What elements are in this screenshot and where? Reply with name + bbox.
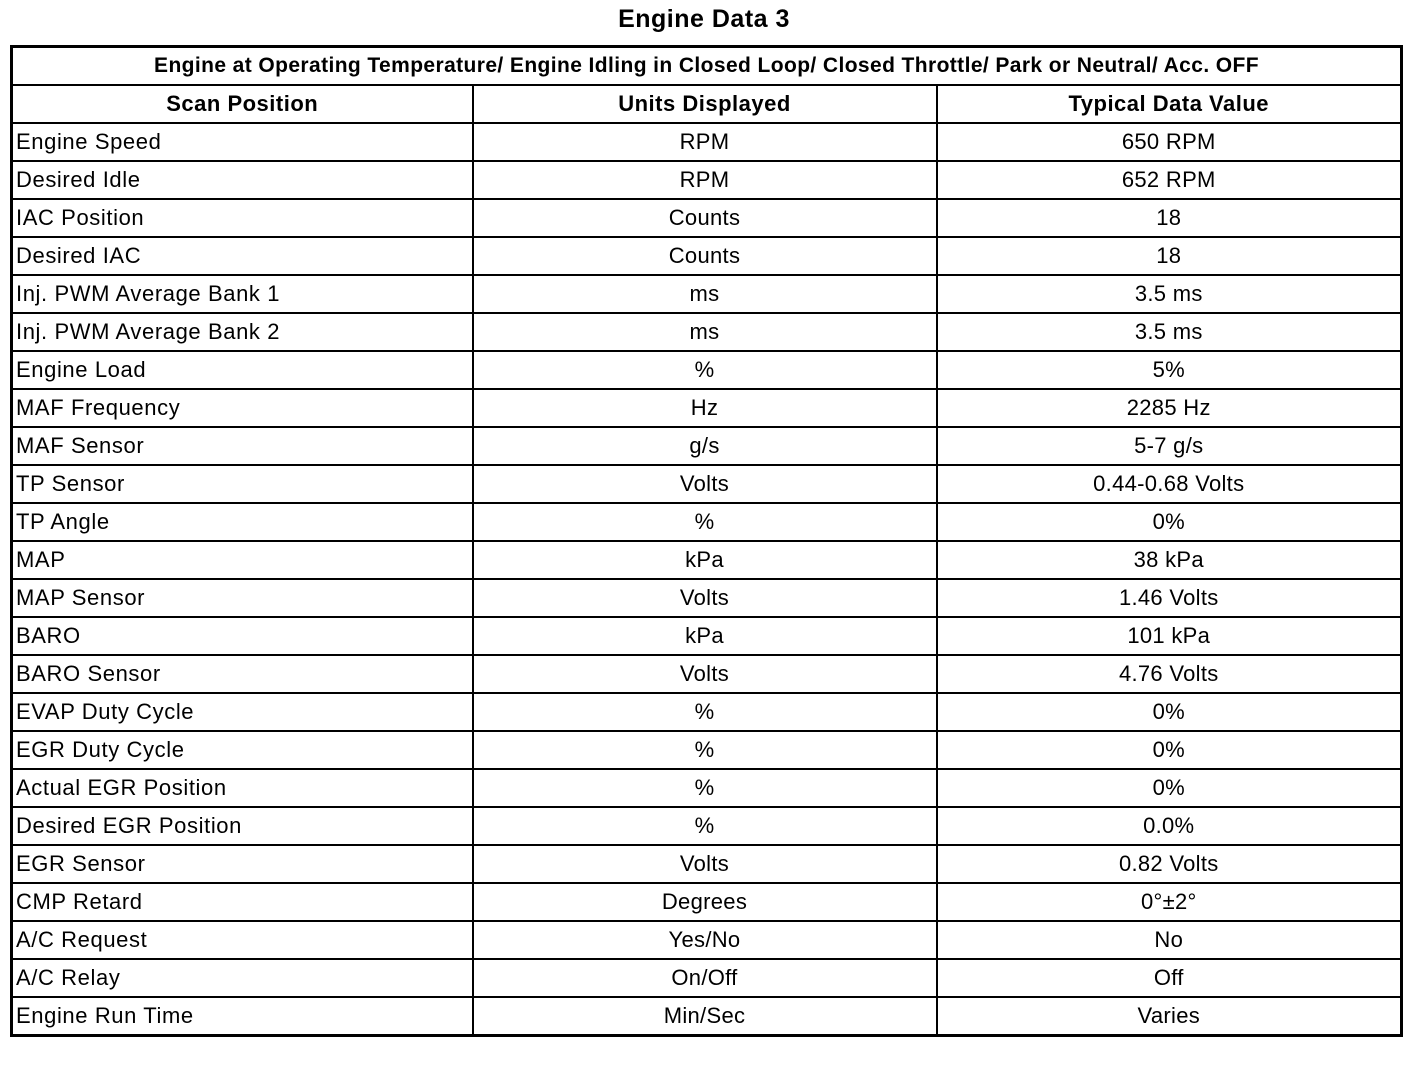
scan-position-cell: Inj. PWM Average Bank 2	[12, 313, 473, 351]
units-displayed-cell: %	[473, 807, 937, 845]
table-row	[12, 237, 1402, 275]
table-row	[12, 617, 1402, 655]
units-displayed-cell: Volts	[473, 845, 937, 883]
table-row	[12, 845, 1402, 883]
scan-position-cell: Engine Speed	[12, 123, 473, 161]
typical-value-cell: No	[937, 921, 1402, 959]
scan-position-cell: Desired Idle	[12, 161, 473, 199]
header-row	[12, 85, 1402, 123]
scan-position-cell: Engine Run Time	[12, 997, 473, 1036]
typical-value-cell: 0%	[937, 731, 1402, 769]
typical-value-cell: 652 RPM	[937, 161, 1402, 199]
page-title: Engine Data 3	[618, 5, 790, 33]
typical-value-cell: 18	[937, 199, 1402, 237]
table-row	[12, 275, 1402, 313]
units-displayed-cell: %	[473, 769, 937, 807]
table-row	[12, 465, 1402, 503]
table-row	[12, 427, 1402, 465]
operating-condition: Engine at Operating Temperature/ Engine Idling in Closed Loop/ Closed Throttle/ Park or Neutral/ Acc. OFF	[12, 47, 1402, 86]
scan-position-cell: A/C Request	[12, 921, 473, 959]
units-displayed-cell: Yes/No	[473, 921, 937, 959]
typical-value-cell: 0%	[937, 503, 1402, 541]
table-row	[12, 921, 1402, 959]
engine-data-table	[10, 45, 1403, 1037]
table-row	[12, 655, 1402, 693]
units-displayed-cell: Volts	[473, 579, 937, 617]
scan-position-cell: EGR Duty Cycle	[12, 731, 473, 769]
table-row	[12, 161, 1402, 199]
typical-value-cell: 18	[937, 237, 1402, 275]
scan-position-cell: Desired EGR Position	[12, 807, 473, 845]
scan-position-cell: TP Angle	[12, 503, 473, 541]
scan-position-cell: MAF Frequency	[12, 389, 473, 427]
table-row	[12, 579, 1402, 617]
units-displayed-cell: kPa	[473, 541, 937, 579]
table-row	[12, 541, 1402, 579]
units-displayed-cell: RPM	[473, 161, 937, 199]
units-displayed-cell: Volts	[473, 655, 937, 693]
typical-value-cell: 0°±2°	[937, 883, 1402, 921]
scan-position-cell: Actual EGR Position	[12, 769, 473, 807]
typical-value-cell: 0.0%	[937, 807, 1402, 845]
typical-value-cell: 101 kPa	[937, 617, 1402, 655]
units-displayed-cell: %	[473, 693, 937, 731]
table-row	[12, 123, 1402, 161]
table-row	[12, 731, 1402, 769]
units-displayed-cell: ms	[473, 313, 937, 351]
scan-position-cell: A/C Relay	[12, 959, 473, 997]
units-displayed-cell: Min/Sec	[473, 997, 937, 1036]
table-row	[12, 351, 1402, 389]
column-header-typical-data-value: Typical Data Value	[937, 85, 1402, 123]
condition-row	[12, 47, 1402, 86]
column-header-units-displayed: Units Displayed	[473, 85, 937, 123]
table-row	[12, 883, 1402, 921]
table-row	[12, 693, 1402, 731]
typical-value-cell: 38 kPa	[937, 541, 1402, 579]
scan-position-cell: MAP Sensor	[12, 579, 473, 617]
units-displayed-cell: Counts	[473, 237, 937, 275]
scan-position-cell: BARO Sensor	[12, 655, 473, 693]
units-displayed-cell: %	[473, 503, 937, 541]
scan-position-cell: IAC Position	[12, 199, 473, 237]
typical-value-cell: 0%	[937, 769, 1402, 807]
typical-value-cell: 0%	[937, 693, 1402, 731]
table-row	[12, 769, 1402, 807]
typical-value-cell: 5-7 g/s	[937, 427, 1402, 465]
table-body	[12, 123, 1402, 1036]
table-row	[12, 503, 1402, 541]
typical-value-cell: 3.5 ms	[937, 275, 1402, 313]
units-displayed-cell: On/Off	[473, 959, 937, 997]
typical-value-cell: 0.82 Volts	[937, 845, 1402, 883]
scan-position-cell: BARO	[12, 617, 473, 655]
table-row	[12, 807, 1402, 845]
scan-position-cell: Desired IAC	[12, 237, 473, 275]
units-displayed-cell: Counts	[473, 199, 937, 237]
units-displayed-cell: Hz	[473, 389, 937, 427]
scan-position-cell: Engine Load	[12, 351, 473, 389]
scan-position-cell: Inj. PWM Average Bank 1	[12, 275, 473, 313]
scan-position-cell: MAP	[12, 541, 473, 579]
typical-value-cell: Varies	[937, 997, 1402, 1036]
typical-value-cell: 3.5 ms	[937, 313, 1402, 351]
units-displayed-cell: %	[473, 731, 937, 769]
typical-value-cell: 0.44-0.68 Volts	[937, 465, 1402, 503]
units-displayed-cell: g/s	[473, 427, 937, 465]
scan-position-cell: TP Sensor	[12, 465, 473, 503]
typical-value-cell: 5%	[937, 351, 1402, 389]
column-header-scan-position: Scan Position	[12, 85, 473, 123]
table-row	[12, 997, 1402, 1036]
units-displayed-cell: RPM	[473, 123, 937, 161]
table-row	[12, 389, 1402, 427]
typical-value-cell: Off	[937, 959, 1402, 997]
typical-value-cell: 2285 Hz	[937, 389, 1402, 427]
typical-value-cell: 650 RPM	[937, 123, 1402, 161]
scan-position-cell: EGR Sensor	[12, 845, 473, 883]
table-row	[12, 313, 1402, 351]
units-displayed-cell: %	[473, 351, 937, 389]
scan-position-cell: EVAP Duty Cycle	[12, 693, 473, 731]
table-row	[12, 199, 1402, 237]
typical-value-cell: 1.46 Volts	[937, 579, 1402, 617]
units-displayed-cell: kPa	[473, 617, 937, 655]
units-displayed-cell: Volts	[473, 465, 937, 503]
typical-value-cell: 4.76 Volts	[937, 655, 1402, 693]
units-displayed-cell: Degrees	[473, 883, 937, 921]
scan-position-cell: CMP Retard	[12, 883, 473, 921]
table-row	[12, 959, 1402, 997]
units-displayed-cell: ms	[473, 275, 937, 313]
scan-position-cell: MAF Sensor	[12, 427, 473, 465]
